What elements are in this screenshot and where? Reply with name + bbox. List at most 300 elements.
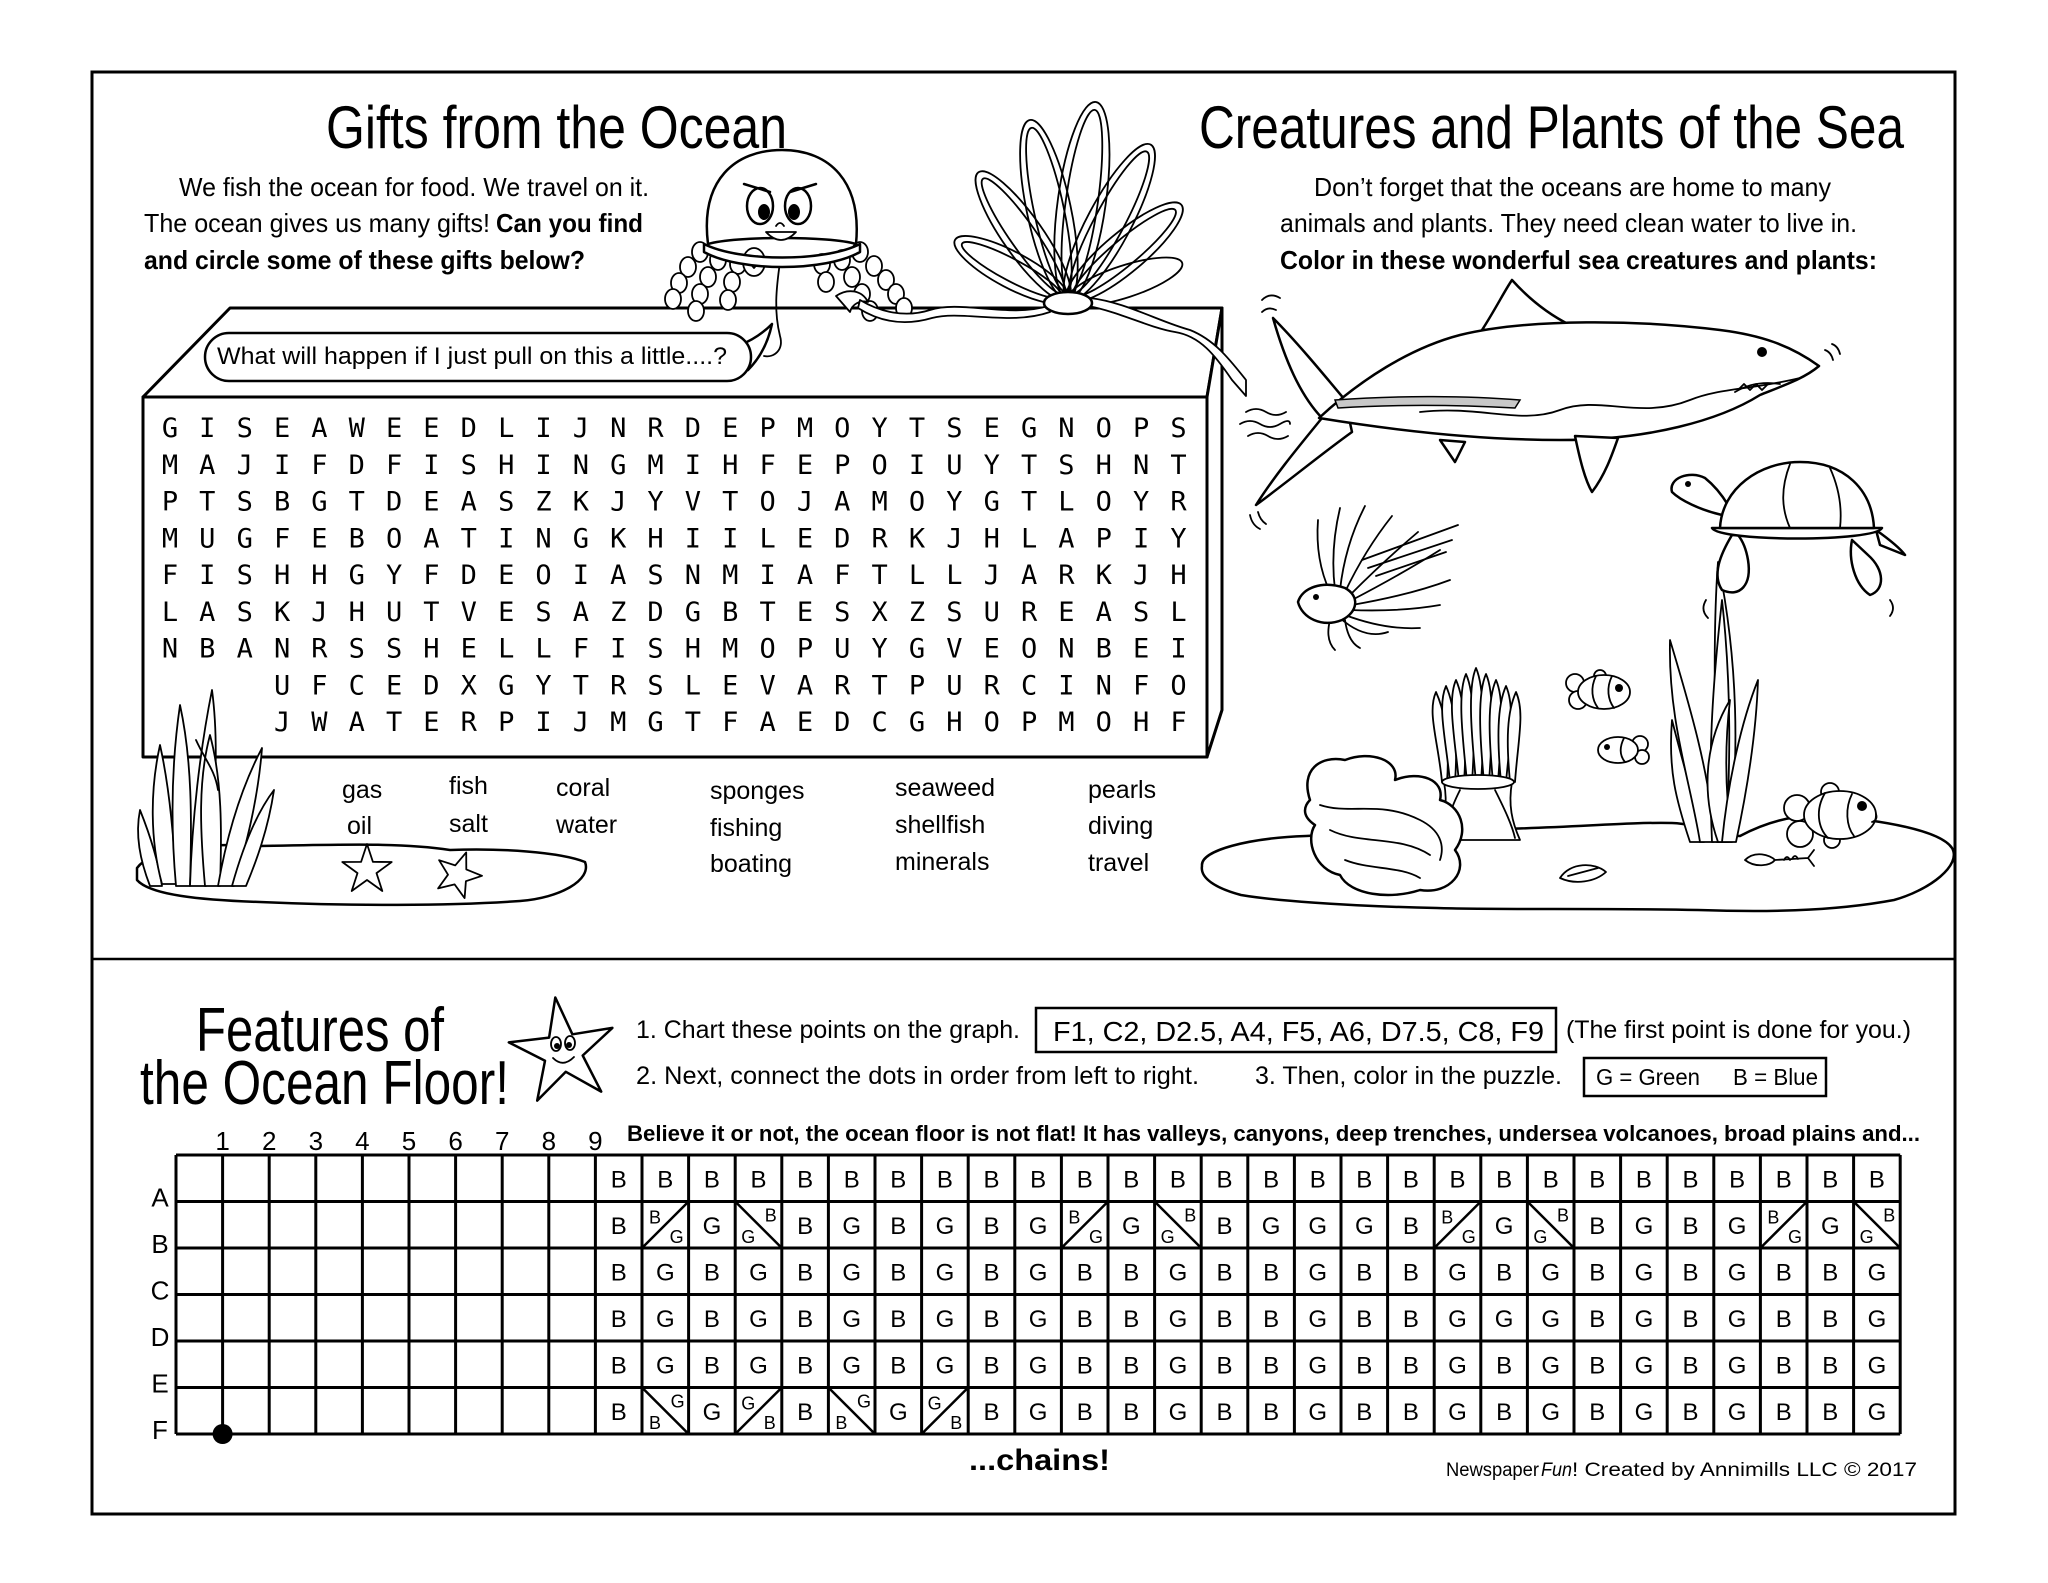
cell-color-letter: G [1727,1259,1747,1287]
word-search-letter: H [273,560,291,591]
color-cell [844,1166,860,1193]
cell-color-letter: B [1496,1398,1513,1426]
word-list-item: fishing [710,814,783,842]
color-cell [1822,1352,1838,1379]
cell-color-letter: B [890,1212,907,1240]
word-search-letter: F [385,449,403,481]
cell-color-letter: B [1356,1398,1373,1426]
word-search-letter: X [871,596,888,628]
color-cell [1776,1352,1792,1379]
color-cell [749,1306,768,1333]
color-cell [1356,1306,1372,1333]
cell-color-letter: B [1216,1352,1233,1380]
word-search-letter: W [311,707,328,738]
word-search-letter: I [535,413,552,444]
word-search-letter: L [908,560,926,591]
word-search-letter: I [199,560,216,591]
cell-color-letter: B [1356,1166,1373,1194]
word-search-letter: G [572,523,590,555]
word-search-letter: E [423,486,440,518]
gifts-instruction-bold: Can you find [496,208,643,238]
color-cell [1170,1166,1186,1193]
word-search-letter: A [1020,560,1038,591]
word-search-letter: H [311,560,328,591]
color-cell [1403,1352,1419,1379]
color-cell [1495,1213,1514,1240]
cell-color-letter: G [1448,1305,1467,1333]
cell-color-letter: B [1216,1305,1233,1333]
word-search-letter: N [1058,413,1075,444]
word-search-letter: G [161,413,179,444]
color-cell [890,1213,906,1240]
color-cell [1310,1166,1326,1193]
cell-color-letter-part: B [1441,1207,1454,1228]
word-search-letter: D [647,596,664,628]
cell-color-letter: B [1123,1305,1140,1333]
color-cell [1636,1166,1652,1193]
word-search-letter: E [796,523,814,555]
color-cell [1589,1399,1605,1426]
word-list-item: diving [1088,812,1154,840]
word-search-letter: T [1170,449,1187,481]
color-cell [1077,1306,1093,1333]
word-search-letter: K [908,523,926,555]
word-search-letter: E [796,707,814,738]
word-search-letter: O [908,486,926,518]
word-search-letter: O [535,560,552,591]
word-search-letter: M [161,449,179,481]
cell-color-letter: B [1076,1352,1093,1380]
cell-color-letter: B [1169,1166,1186,1194]
cell-color-letter: G [888,1398,908,1426]
credit-prefix: Newspaper [1446,1460,1540,1481]
cell-color-letter: B [703,1166,720,1194]
word-search-letter: O [1095,413,1112,444]
cell-color-letter: G [1541,1352,1561,1380]
color-cell [1822,1259,1838,1286]
color-cell [1496,1259,1512,1286]
jellyfish-eye-right [785,188,811,224]
color-cell [1682,1399,1698,1426]
color-cell [797,1166,813,1193]
cell-color-letter-part: B [1068,1207,1081,1228]
cell-color-letter: B [1076,1305,1093,1333]
color-cell [1263,1166,1279,1193]
color-cell [1030,1166,1046,1193]
column-label: 5 [401,1126,417,1156]
word-search-letter: O [1020,633,1038,665]
cell-color-letter: G [1634,1305,1654,1333]
word-search-letter: K [1095,560,1112,591]
color-cell [1122,1213,1141,1240]
color-cell [1029,1352,1048,1379]
gifts-intro-line2: The ocean gives us many gifts! [144,208,490,238]
word-search-letter: P [1020,707,1038,738]
word-search-letter: R [460,707,477,738]
word-search-letter: M [610,707,627,738]
row-label: B [151,1229,169,1259]
cell-color-letter: B [890,1259,907,1287]
word-search-letter: U [834,633,851,665]
word-search-letter: Y [871,413,888,444]
color-cell [704,1259,720,1286]
cell-color-letter: B [1589,1305,1606,1333]
color-cell [1822,1399,1838,1426]
word-search-letter: G [311,486,328,518]
gifts-intro-line1: We fish the ocean for food. We travel on it. [179,172,649,202]
color-cell [656,1306,675,1333]
cell-color-letter-part: G [741,1227,756,1247]
cell-color-letter: B [843,1166,860,1194]
word-list-item: boating [710,850,793,878]
cell-color-letter-part: G [670,1391,685,1412]
word-search-letter: K [610,523,627,555]
cell-color-letter: G [1867,1352,1887,1380]
color-cell [890,1306,906,1333]
color-cell [1822,1306,1838,1333]
cell-color-letter: B [797,1305,814,1333]
word-list-item: salt [449,810,488,838]
color-cell [936,1259,955,1286]
word-search-letter: P [1095,523,1112,555]
column-label: 2 [261,1126,277,1156]
word-search-letter: R [1170,486,1187,518]
word-search-letter: T [1020,486,1038,518]
cell-color-letter: B [983,1352,1000,1380]
color-cell [1541,1352,1560,1379]
cell-color-letter: G [1028,1212,1048,1240]
word-search-letter: H [1095,449,1112,481]
word-search-letter: L [161,596,179,628]
color-cell [1822,1166,1838,1193]
color-cell [1776,1259,1792,1286]
word-search-letter: F [311,670,328,702]
credit-italic: Fun [1541,1460,1572,1481]
cell-color-letter: G [702,1212,722,1240]
cell-color-letter-part: B [764,1205,777,1226]
cell-color-letter-part: G [856,1391,872,1412]
step-3-text: 3. Then, color in the puzzle. [1255,1062,1562,1090]
cell-color-letter: G [749,1305,768,1333]
cell-color-letter: B [1356,1305,1373,1333]
cell-color-letter: G [1448,1398,1467,1426]
color-cell [1589,1259,1605,1286]
word-search-letter: U [946,670,963,702]
word-search-letter: D [385,486,403,518]
color-cell [749,1259,768,1286]
cell-color-letter-part: G [1533,1227,1548,1247]
cell-color-letter: B [1868,1166,1885,1194]
creatures-instruction-bold: Color in these wonderful sea creatures and plants: [1280,245,1877,275]
gifts-title: Gifts from the Ocean [326,94,787,161]
word-search-letter: T [871,560,888,591]
word-search-letter: H [498,449,515,481]
word-search-letter: L [498,633,515,665]
color-cell [1728,1259,1747,1286]
word-search-letter: I [1170,633,1187,665]
color-cell [842,1306,861,1333]
cell-color-letter: G [1028,1305,1048,1333]
word-search-letter: I [1132,523,1150,555]
word-search-letter: Y [983,449,1000,481]
cell-color-letter: B [797,1398,814,1426]
color-cell [1635,1306,1654,1333]
word-search-letter: F [572,633,590,665]
color-cell [1029,1399,1048,1426]
cell-color-letter: B [1775,1166,1792,1194]
cell-color-letter: G [1634,1212,1654,1240]
cell-color-letter: B [1216,1259,1233,1287]
word-search-letter: R [834,670,851,702]
cell-color-letter: B [1682,1305,1699,1333]
word-search-letter: N [610,413,627,444]
clownfish-icon [1598,736,1649,764]
cell-color-letter: G [1820,1212,1840,1240]
cell-color-letter: B [703,1352,720,1380]
color-cell [1635,1352,1654,1379]
word-search-letter: A [610,560,627,591]
word-search-letter: U [385,596,403,628]
color-cell [611,1166,627,1193]
cell-color-letter: G [1168,1398,1188,1426]
cell-color-letter: B [1822,1166,1839,1194]
color-cell [1216,1352,1232,1379]
cell-color-letter: B [983,1398,1000,1426]
color-cell [936,1213,955,1240]
word-search-letter: S [498,486,515,518]
cell-color-letter: B [1682,1352,1699,1380]
word-search-letter: J [311,596,328,628]
cell-color-letter: B [750,1166,767,1194]
cell-color-letter: G [655,1305,675,1333]
word-search-letter: E [385,413,403,444]
column-label: 4 [355,1126,370,1156]
word-search-letter: N [535,523,552,555]
word-search-letter: I [759,560,776,591]
word-search-letter: L [1058,486,1075,518]
word-search-letter: A [572,596,590,628]
word-search-letter: E [423,707,440,738]
jellyfish-eye-left [747,188,773,224]
word-search-letter: I [498,523,515,555]
word-search-letter: E [983,413,1000,444]
color-cell [983,1213,999,1240]
word-search-letter: P [796,633,814,665]
cell-color-letter: B [1682,1398,1699,1426]
cell-color-letter: B [1076,1259,1093,1287]
word-search-letter: B [199,633,216,665]
color-cell [983,1166,999,1193]
color-cell [1263,1352,1279,1379]
cell-color-letter: G [1308,1259,1328,1287]
cell-color-letter: B [610,1166,627,1194]
cell-color-letter: B [610,1352,627,1380]
word-search-letter: Y [647,486,664,518]
color-cell [890,1166,906,1193]
cell-color-letter: B [1822,1398,1839,1426]
word-search-letter: O [1170,670,1187,702]
word-search-letter: G [1020,413,1038,444]
color-cell [1868,1259,1887,1286]
word-search-letter: F [722,707,739,738]
color-cell [1263,1399,1279,1426]
color-cell [797,1306,813,1333]
word-search-letter: L [1170,596,1187,628]
color-cell [704,1306,720,1333]
cell-color-letter: B [657,1166,674,1194]
word-search-letter: G [348,560,365,591]
cell-color-letter: G [1634,1398,1654,1426]
word-search-letter: B [722,596,739,628]
word-search-letter: M [647,449,664,481]
word-search-letter: M [1058,707,1075,738]
color-cell [1169,1399,1188,1426]
word-search-letter: N [1095,670,1112,702]
word-search-letter: L [946,560,963,591]
color-cell [890,1259,906,1286]
cell-color-letter-part: G [741,1393,756,1414]
color-cell [1682,1306,1698,1333]
word-search-letter: I [535,449,552,481]
cell-color-letter: B [1682,1166,1699,1194]
word-list-item: coral [556,774,611,802]
color-cell [842,1352,861,1379]
word-search-letter: H [1170,560,1187,591]
color-cell [611,1306,627,1333]
cell-color-letter: B [1729,1166,1746,1194]
color-cell [1123,1352,1139,1379]
word-search-letter: I [273,449,291,481]
cell-color-letter: B [1402,1305,1419,1333]
cell-color-letter: B [890,1352,907,1380]
color-cell [1635,1259,1654,1286]
color-cell [797,1213,813,1240]
word-search-letter: E [722,670,739,702]
cell-color-letter-part: B [1184,1205,1197,1226]
cell-color-letter: G [1168,1352,1188,1380]
color-cell [1729,1166,1745,1193]
cell-color-letter: B [1402,1259,1419,1287]
color-cell [1589,1352,1605,1379]
ocean-floor-title-line2: the Ocean Floor! [140,1049,509,1118]
cell-color-letter: B [983,1166,1000,1194]
word-search-letter: N [1058,633,1075,665]
word-search-letter: O [983,707,1000,738]
box-side-face [1207,308,1222,757]
word-search-letter: E [498,560,515,591]
cell-color-letter: B [1542,1166,1559,1194]
word-search-letter: A [311,413,328,444]
cell-color-letter: G [1448,1352,1467,1380]
color-cell [1029,1259,1048,1286]
color-cell [1821,1213,1840,1240]
cell-color-letter: B [797,1352,814,1380]
color-cell [1728,1352,1747,1379]
word-search-letter: E [273,413,291,444]
word-search-letter: E [498,596,515,628]
word-search-letter: R [983,670,1000,702]
cell-color-letter: B [1402,1166,1419,1194]
cell-color-letter: B [1123,1259,1140,1287]
word-search-letter: S [647,560,664,591]
word-search-letter: A [796,670,814,702]
cell-color-letter: B [1589,1212,1606,1240]
color-cell [937,1166,953,1193]
word-search-letter: S [236,413,253,444]
cell-color-letter: B [797,1166,814,1194]
cell-color-letter: B [1076,1398,1093,1426]
cell-color-letter: G [842,1305,862,1333]
word-list-item: gas [342,776,383,804]
word-search-letter: S [348,633,365,665]
word-search-letter: J [796,486,814,518]
word-search-letter: I [610,633,627,665]
cell-color-letter: B [1216,1212,1233,1240]
word-search-letter: D [684,413,702,444]
word-search-letter: A [460,486,477,518]
cell-color-letter: B [1589,1352,1606,1380]
legend-blue: B = Blue [1733,1064,1818,1090]
word-search-letter: T [199,486,216,518]
color-cell [1077,1259,1093,1286]
cell-color-letter: B [1263,1166,1280,1194]
word-search-letter: J [572,707,590,738]
color-cell [797,1399,813,1426]
points-note: (The first point is done for you.) [1566,1016,1911,1044]
color-cell [1029,1306,1048,1333]
word-search-letter: L [759,523,776,555]
cell-color-letter-part: B [648,1207,662,1228]
color-cell [1541,1399,1560,1426]
word-search-letter: B [348,523,365,555]
color-cell [1589,1166,1605,1193]
cell-color-letter: B [1496,1352,1513,1380]
bow-knot [1044,292,1092,314]
word-search-letter: A [423,523,440,555]
word-search-letter: R [610,670,627,702]
word-search-letter: S [834,596,851,628]
cell-color-letter: B [1309,1166,1326,1194]
step-2-text: 2. Next, connect the dots in order from left to right. [636,1062,1199,1090]
cell-color-letter: G [935,1305,955,1333]
word-search-letter: J [273,707,291,738]
word-search-letter: A [1095,596,1112,628]
color-cell [1448,1352,1467,1379]
word-list-item: fish [449,772,488,800]
color-cell [1682,1166,1698,1193]
word-list-item: minerals [895,848,990,876]
cell-color-letter: B [1402,1352,1419,1380]
word-search-letter: O [385,523,403,555]
word-list-item: oil [347,812,373,840]
credit-suffix: ! Created by Annimills LLC © 2017 [1572,1460,1917,1481]
word-search-letter: B [273,486,291,518]
word-search-letter: T [908,413,926,444]
word-search-letter: T [1020,449,1038,481]
color-cell [842,1213,861,1240]
cell-color-letter: B [1076,1166,1093,1194]
cell-color-letter: G [1028,1259,1048,1287]
column-labels [215,1126,602,1156]
color-cell [1868,1306,1887,1333]
cell-color-letter: G [842,1212,862,1240]
cell-color-letter: B [610,1305,627,1333]
word-search-letter: T [722,486,739,518]
word-search-letter: T [572,670,590,702]
color-cell [1262,1213,1281,1240]
cell-color-letter: G [1261,1212,1281,1240]
cell-color-letter: B [1263,1259,1280,1287]
